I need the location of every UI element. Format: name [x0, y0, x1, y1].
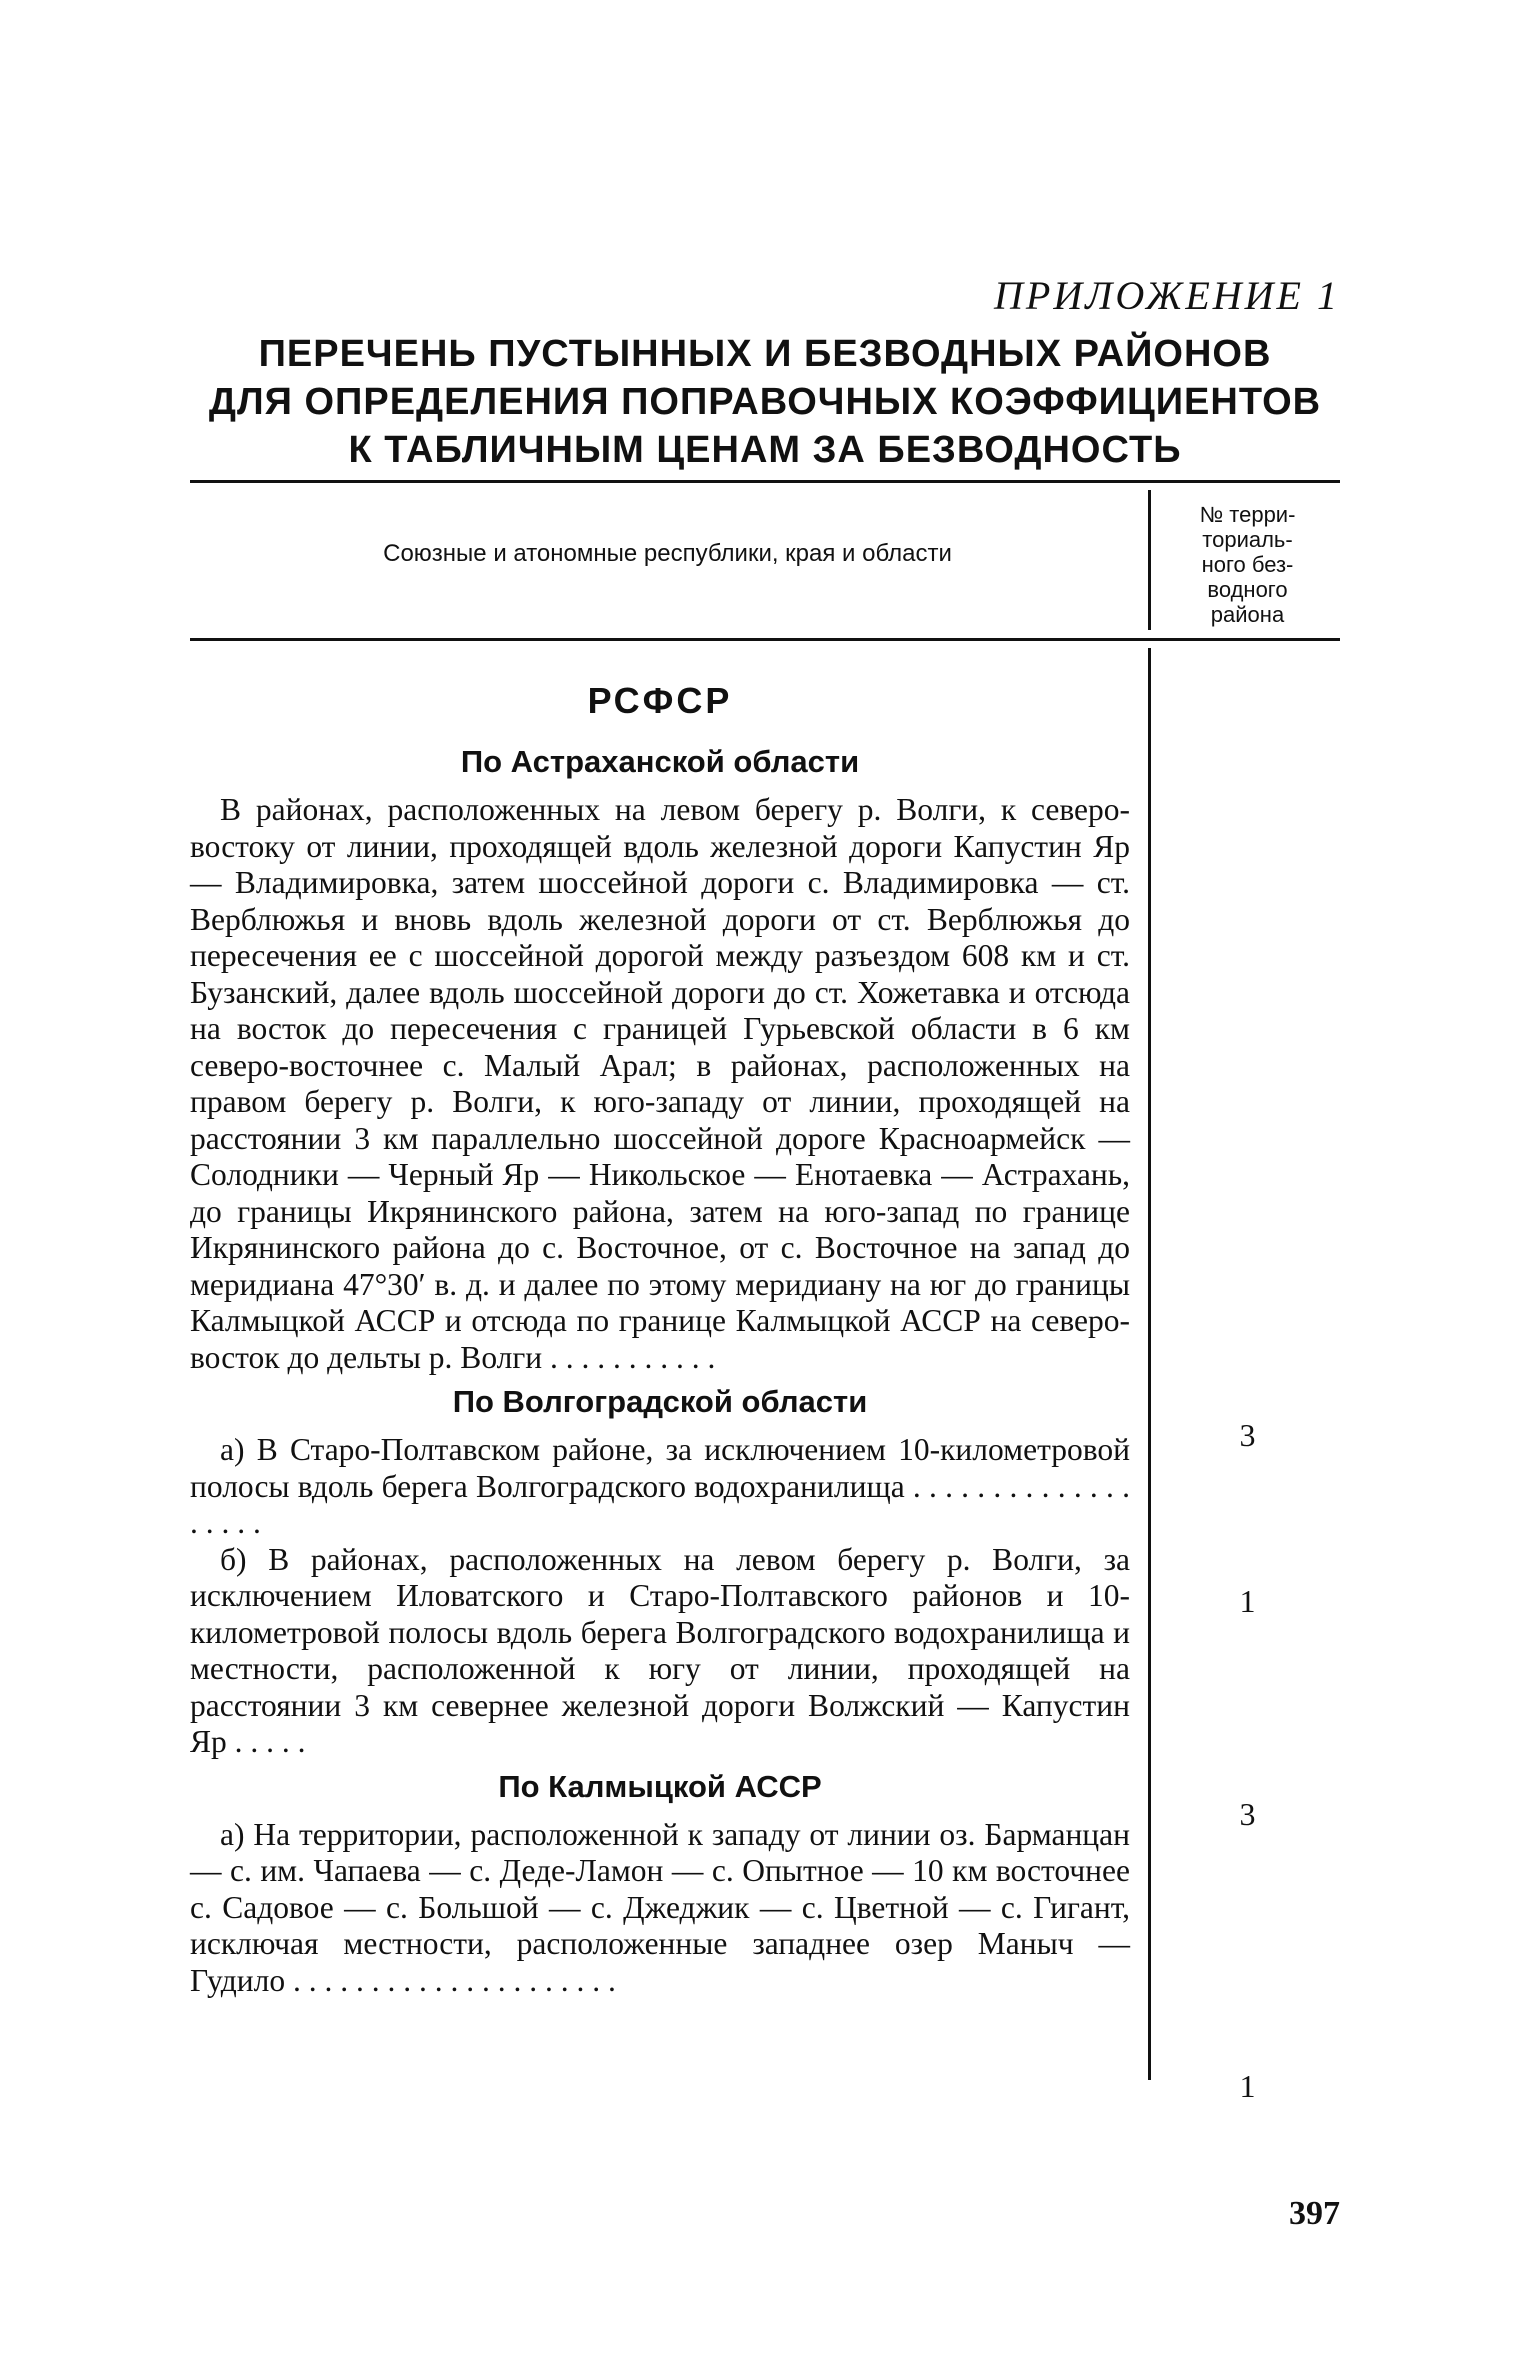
- table-top-rule: [190, 480, 1340, 483]
- page-number: 397: [1289, 2195, 1340, 2232]
- title-line: К ТАБЛИЧНЫМ ЦЕНАМ ЗА БЕЗВОДНОСТЬ: [348, 429, 1182, 471]
- region-paragraph: б) В районах, расположенных на левом берегу р. Волги, за исключением Иловатского и Старо-Полтавского районов и 10-километровой полосы вдоль берега Волгоградского водохранилища и местности, расположенной к югу от линии, проходящей на расстоянии 3 км севернее железной дороги Волжский — Капустин Яр . . . . .: [190, 1541, 1130, 1759]
- table-header-divider: [1148, 490, 1151, 630]
- republic-heading: РСФСР: [587, 680, 733, 721]
- district-number: 1: [1239, 2068, 1256, 2104]
- document-title: [190, 330, 1340, 474]
- title-line: ПЕРЕЧЕНЬ ПУСТЫННЫХ И БЕЗВОДНЫХ РАЙОНОВ: [258, 333, 1272, 375]
- table-body-divider: [1148, 648, 1151, 2080]
- district-number: 3: [1239, 1417, 1256, 1453]
- section-title: По Калмыцкой АССР: [498, 1768, 822, 1804]
- table-header-rule: [190, 638, 1340, 641]
- region-paragraph: В районах, расположенных на левом берегу р. Волги, к северо-востоку от линии, проходящей вдоль железной дороги Капустин Яр — Владимировка, затем шоссейной дороги с. Владимировка — ст. Верблюжья и вновь вдоль железной дороги от ст. Верблюжья до пересечения ее с шоссейной дорогой между разъездом 608 км и ст. Бузанский, далее вдоль шоссейной дороги до ст. Хожетавка и отсюда на восток до пересечения с границей Гурьевской области в 6 км северо-восточнее с. Малый Арал; в районах, расположенных на правом берегу р. Волги, к юго-западу от линии, проходящей на расстоянии 3 км параллельно шоссейной дороге Красноармейск — Солодники — Черный Яр — Никольское — Енотаевка — Астрахань, до границы Икрянинского района, затем на юго-запад по границе Икрянинского района до с. Восточное, от с. Восточное на запад до меридиана 47°30′ в. д. и далее по этому меридиану на юг до границы Калмыцкой АССР и отсюда по границе Калмыцкой АССР на северо-восток до дельты р. Волги . . . . . . . . . . .: [190, 792, 1130, 1375]
- column-header-district-number: № терри- ториаль- ного без- водного района: [1199, 502, 1296, 627]
- title-line: ДЛЯ ОПРЕДЕЛЕНИЯ ПОПРАВОЧНЫХ КОЭФФИЦИЕНТОВ: [208, 381, 1322, 423]
- appendix-label: ПРИЛОЖЕНИЕ 1: [994, 273, 1340, 318]
- section-title: По Волгоградской области: [452, 1384, 868, 1419]
- district-number: 3: [1239, 1796, 1256, 1832]
- region-paragraph: а) На территории, расположенной к западу от линии оз. Барманцан — с. им. Чапаева — с. Деде-Ламон — с. Опытное — 10 км восточнее с. Садовое — с. Большой — с. Джеджик — с. Цветной — с. Гигант, исключая местности, расположенные западнее озер Маныч — Гудило . . . . . . . . . . . . . . . . . . . . .: [190, 1816, 1130, 1998]
- region-paragraph: а) В Старо-Полтавском районе, за исключением 10-километровой полосы вдоль берега Волгоградского водохранилища . . . . . . . . . . . . . . . . . . .: [190, 1432, 1130, 1540]
- column-header-regions: Союзные и атономные республики, края и области: [383, 540, 952, 567]
- district-number: 1: [1239, 1583, 1256, 1619]
- regions-column: [190, 660, 1130, 1999]
- section-title: По Астраханской области: [460, 744, 860, 779]
